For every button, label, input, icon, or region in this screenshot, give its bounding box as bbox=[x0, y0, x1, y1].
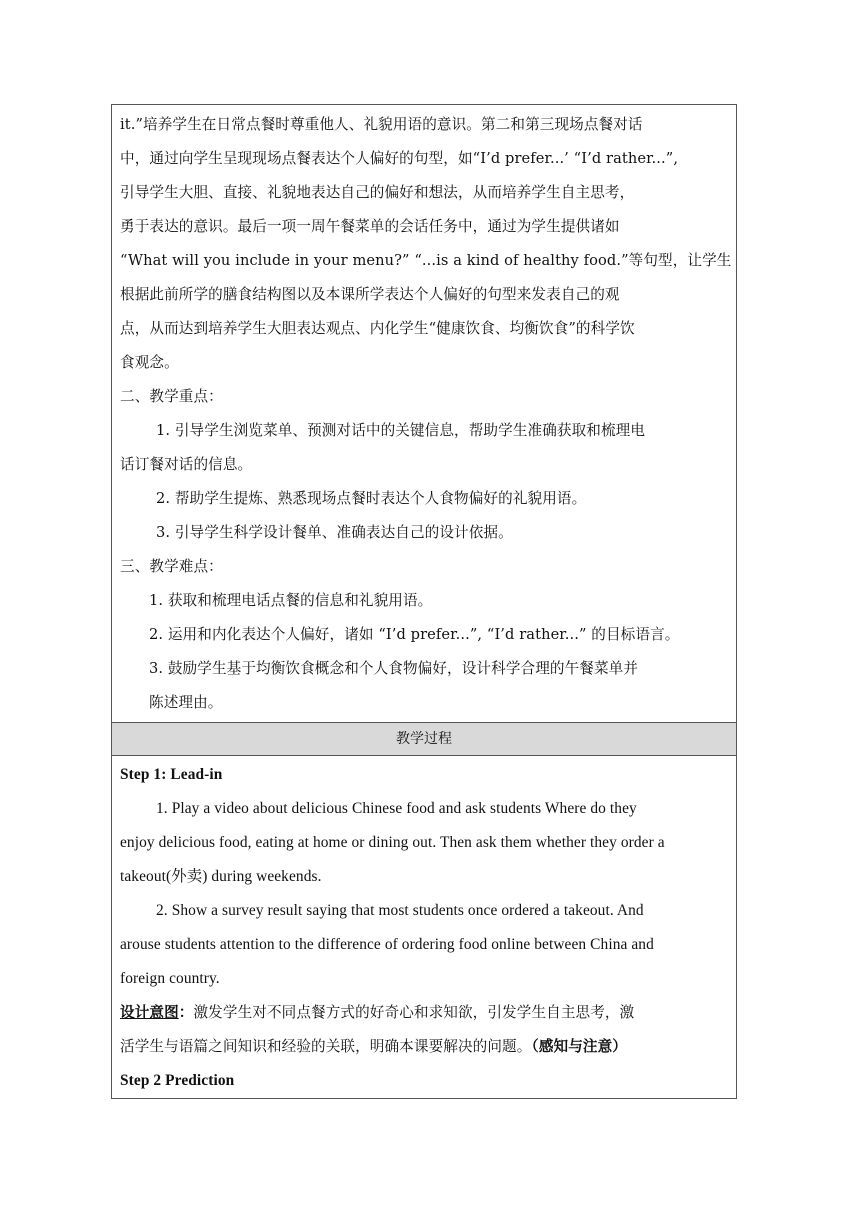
text-line: 点，从而达到培养学生大胆表达观点、内化学生“健康饮食、均衡饮食”的科学饮 bbox=[120, 320, 635, 337]
lesson-plan-table bbox=[111, 104, 737, 1099]
difficult-point-item-cont: 陈述理由。 bbox=[149, 694, 223, 711]
difficult-point-item: 3. 鼓励学生基于均衡饮食概念和个人食物偏好，设计科学合理的午餐菜单并 bbox=[149, 660, 639, 677]
step1-line: 1. Play a video about delicious Chinese food and ask students Where do they bbox=[156, 800, 637, 817]
step1-line: enjoy delicious food, eating at home or dining out. Then ask them whether they order a bbox=[120, 834, 665, 851]
step1-line: foreign country. bbox=[120, 970, 220, 987]
process-row bbox=[112, 756, 737, 1099]
key-point-item: 1. 引导学生浏览菜单、预测对话中的关键信息，帮助学生准确获取和梳理电 bbox=[156, 422, 646, 439]
key-point-item: 3. 引导学生科学设计餐单、准确表达自己的设计依据。 bbox=[156, 524, 513, 541]
design-intent-label: 设计意图 bbox=[120, 1004, 179, 1021]
design-intent-text: 激发学生对不同点餐方式的好奇心和求知欲，引发学生自主思考，激 bbox=[193, 1004, 635, 1021]
difficult-point-item: 2. 运用和内化表达个人偏好，诸如 “I’d prefer...”, “I’d rather...” 的目标语言。 bbox=[149, 626, 680, 643]
design-intent-tag: （感知与注意） bbox=[531, 1038, 627, 1055]
text-line: it.”培养学生在日常点餐时尊重他人、礼貌用语的意识。第二和第三现场点餐对话 bbox=[120, 116, 643, 133]
design-intent-line bbox=[120, 1030, 728, 1064]
design-intent-colon: ： bbox=[178, 1004, 194, 1021]
text-line: 引导学生大胆、直接、礼貌地表达自己的偏好和想法，从而培养学生自主思考， bbox=[120, 184, 635, 201]
step1-line: 2. Show a survey result saying that most students once ordered a takeout. And bbox=[156, 902, 644, 919]
difficult-point-item: 1. 获取和梳理电话点餐的信息和礼貌用语。 bbox=[149, 592, 433, 609]
text-line: 根据此前所学的膳食结构图以及本课所学表达个人偏好的句型来发表自己的观 bbox=[120, 286, 620, 303]
process-header: 教学过程 bbox=[112, 723, 737, 756]
text-line: 食观念。 bbox=[120, 354, 179, 371]
process-header-row bbox=[112, 723, 737, 756]
text-line: 中，通过向学生呈现现场点餐表达个人偏好的句型，如“I’d prefer...’ “I’d rather...”, bbox=[120, 150, 679, 167]
design-intent-line bbox=[120, 996, 728, 1030]
difficult-points-heading: 三、教学难点： bbox=[120, 558, 223, 575]
step1-line: takeout(外卖) during weekends. bbox=[120, 868, 322, 885]
design-intent-text: 活学生与语篇之间知识和经验的关联，明确本课要解决的问题。 bbox=[120, 1038, 532, 1055]
key-point-item: 2. 帮助学生提炼、熟悉现场点餐时表达个人食物偏好的礼貌用语。 bbox=[156, 490, 587, 507]
text-line: “What will you include in your menu?” “...is a kind of healthy food.”等句型，让学生 bbox=[120, 252, 732, 269]
step2-title: Step 2 Prediction bbox=[120, 1072, 235, 1089]
step1-title: Step 1: Lead-in bbox=[120, 766, 223, 783]
key-point-item-cont: 话订餐对话的信息。 bbox=[120, 456, 253, 473]
text-line: 勇于表达的意识。最后一项一周午餐菜单的会话任务中，通过为学生提供诸如 bbox=[120, 218, 620, 235]
objectives-row bbox=[112, 105, 737, 723]
step1-line: arouse students attention to the difference of ordering food online between China and bbox=[120, 936, 654, 953]
key-points-heading: 二、教学重点： bbox=[120, 388, 223, 405]
